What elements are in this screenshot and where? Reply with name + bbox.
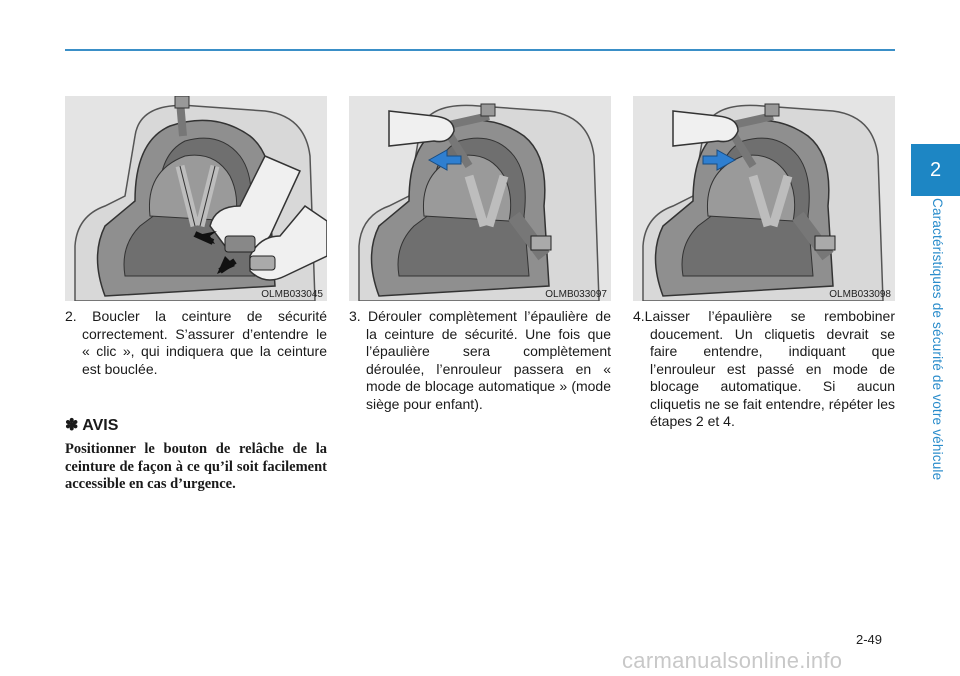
notice-heading: ✽ AVIS (65, 417, 119, 434)
child-seat-illustration (349, 96, 611, 301)
figure-buckle-belt (65, 96, 327, 301)
step-3 (349, 308, 611, 413)
child-seat-illustration (65, 96, 327, 301)
chapter-title: Caractéristiques de sécurité de votre véhicule (930, 198, 945, 481)
step-text: 3. Dérouler complètement l’épaulière de la ceinture de sécurité. Une fois que l’épaulière sera complètement déroulée, l’enrouleur passera en « mode de blocage automatique » (mode siège pour enfant). (349, 308, 611, 412)
step-2 (65, 308, 327, 378)
header-rule (65, 49, 895, 51)
page-number: 2-49 (856, 632, 883, 647)
notice-body: Positionner le bouton de relâche de la ceinture de façon à ce qu’il soit facilement accessible en cas d’urgence. (65, 441, 327, 492)
step-4 (633, 308, 895, 431)
figure-pull-belt (349, 96, 611, 301)
figure-code: OLMB033045 (261, 289, 323, 300)
figure-retract-belt (633, 96, 895, 301)
figure-code: OLMB033098 (829, 289, 891, 300)
figure-code: OLMB033097 (545, 289, 607, 300)
child-seat-illustration (633, 96, 895, 301)
step-text: 4.Laisser l’épaulière se rembobiner doucement. Un cliquetis devrait se faire entendre, indiquant que l’enrouleur est passé en mode de blocage automatique. Si aucun cliquetis ne se fait entendre, répéter les étapes 2 et 4. (633, 308, 895, 429)
chapter-number: 2 (929, 158, 942, 181)
chapter-tab[interactable] (911, 144, 960, 196)
watermark: carmanualsonline.info (622, 648, 843, 673)
step-text: 2. Boucler la ceinture de sécurité correctement. S’assurer d’entendre le « clic », qui indiquera que la ceinture est bouclée. (65, 308, 327, 377)
